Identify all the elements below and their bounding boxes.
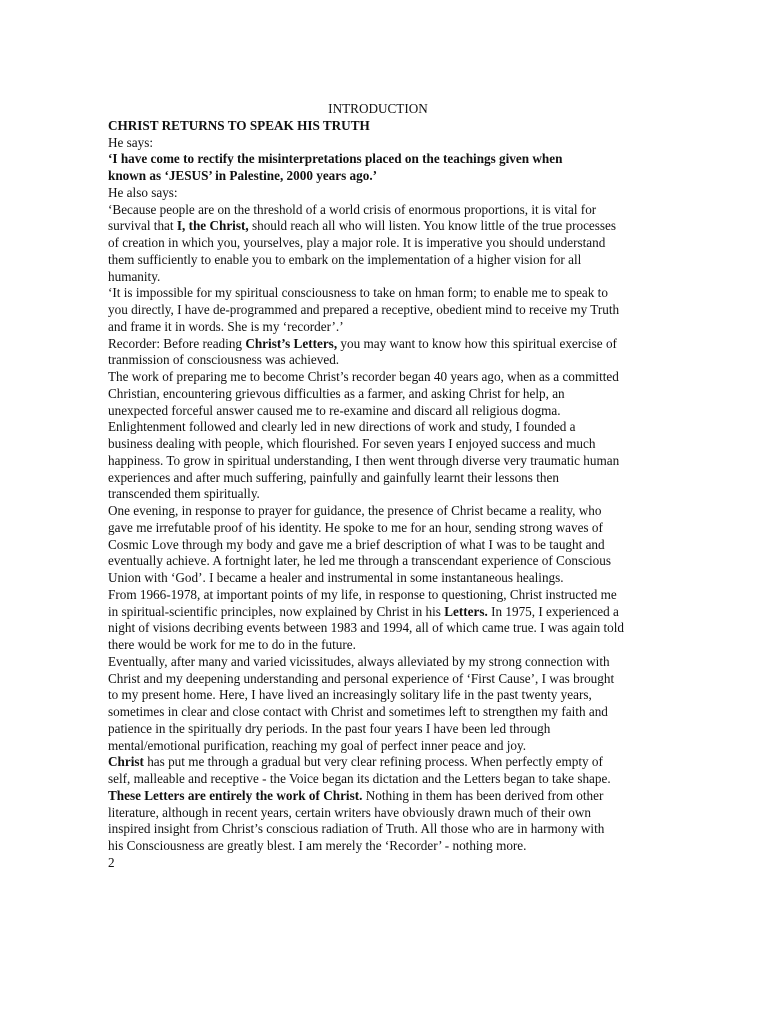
body-text-line: sometimes in clear and close contact with Christ and sometimes left to strengthen my faith and: [108, 704, 608, 719]
body-text-line: inspired insight from Christ’s conscious radiation of Truth. All those who are in harmony with: [108, 821, 605, 837]
page-number: 2: [108, 854, 115, 870]
body-text-line: ‘It is impossible for my spiritual consciousness to take on hman form; to enable me to speak to: [108, 285, 608, 301]
body-text-line: [108, 336, 648, 353]
text-run: should reach all who will listen. You know little of the true processes: [248, 218, 617, 234]
body-text-line: known as ‘JESUS’ in Palestine, 2000 years ago.’: [108, 168, 378, 183]
body-text-line: experiences and after much suffering, painfully and gainfully learnt their lessons then: [108, 469, 559, 485]
body-text-line: you directly, I have de-programmed and prepared a receptive, obedient mind to receive my Truth: [108, 302, 620, 317]
text-run: Recorder: Before reading: [108, 335, 246, 351]
body-text-line: tranmission of consciousness was achieved.: [108, 352, 340, 368]
bold-text-run: Christ: [108, 754, 144, 770]
body-text-line: to my present home. Here, I have lived an increasingly solitary life in the past twenty years,: [108, 687, 592, 703]
body-text-line: He says:: [108, 134, 154, 150]
body-text-line: Christian, encountering grievous difficulties as a farmer, and asking Christ for help, an: [108, 385, 565, 401]
body-text-line: night of visions decribing events between 1983 and 1994, all of which came true. I was again told: [108, 620, 625, 636]
body-text-line: there would be work for me to do in the future.: [108, 637, 356, 652]
body-text-line: of creation in which you, yourselves, play a major role. It is imperative you should understand: [108, 235, 606, 250]
body-text-line: [108, 218, 648, 235]
body-text-line: Eventually, after many and varied vicissitudes, always alleviated by my strong connection with: [108, 653, 610, 669]
body-text-line: He also says:: [108, 184, 178, 200]
body-text-line: gave me irrefutable proof of his identity. He spoke to me for an hour, sending strong waves of: [108, 519, 603, 535]
body-text-line: The work of preparing me to become Christ’s recorder began 40 years ago, when as a committed: [108, 369, 619, 384]
text-run: survival that: [108, 218, 177, 234]
body-text-line: Union with ‘God’. I became a healer and instrumental in some instantaneous healings.: [108, 570, 564, 585]
body-text-line: From 1966-1978, at important points of my life, in response to questioning, Christ instructed me: [108, 586, 617, 602]
body-text-line: eventually achieve. A fortnight later, he led me through a transcendant experience of Conscious: [108, 553, 611, 569]
body-text-line: Christ and my deepening understanding and personal experience of ‘First Cause’, I was brought: [108, 670, 615, 686]
body-text-line: literature, although in recent years, certain writers have obviously drawn much of their own: [108, 804, 592, 820]
bold-text-run: Letters.: [444, 603, 488, 619]
body-text-line: humanity.: [108, 268, 161, 284]
body-text-line: business dealing with people, which flourished. For seven years I enjoyed success and much: [108, 436, 596, 451]
body-text-line: happiness. To grow in spiritual understanding, I then went through diverse very traumatic human: [108, 452, 620, 468]
body-text-line: Enlightenment followed and clearly led in new directions of work and study, I founded a: [108, 419, 576, 435]
text-run: has put me through a gradual but very clear refining process. When perfectly empty of: [143, 754, 603, 770]
body-text-line: [108, 604, 648, 621]
body-text-line: them sufficiently to enable you to embark on the implementation of a higher vision for all: [108, 251, 582, 267]
text-run: you may want to know how this spiritual exercise of: [337, 335, 617, 351]
body-text-line: transcended them spiritually.: [108, 486, 260, 502]
text-run: in spiritual-scientific principles, now explained by Christ in his: [108, 603, 445, 619]
document-page: [108, 101, 648, 872]
body-text-line: ‘I have come to rectify the misinterpretations placed on the teachings given when: [108, 151, 563, 167]
body-text-line: ‘Because people are on the threshold of a world crisis of enormous proportions, it is vital for: [108, 201, 597, 217]
body-text-line: patience in the spiritually dry periods. In the past four years I have been led through: [108, 720, 551, 736]
body-text-line: mental/emotional purification, reaching my goal of perfect inner peace and joy.: [108, 737, 527, 753]
text-run: Nothing in them has been derived from other: [362, 787, 604, 803]
bold-text-run: These Letters are entirely the work of Christ.: [108, 787, 363, 803]
bold-text-run: Christ’s Letters,: [245, 335, 338, 351]
page-title: INTRODUCTION: [328, 101, 428, 116]
bold-text-run: I, the Christ,: [176, 218, 249, 234]
body-text-line: unexpected forceful answer caused me to re-examine and discard all religious dogma.: [108, 402, 561, 418]
body-text-line: and frame it in words. She is my ‘recorder’.’: [108, 318, 344, 334]
section-heading: CHRIST RETURNS TO SPEAK HIS TRUTH: [108, 117, 370, 133]
body-text-line: [108, 788, 648, 805]
text-run: In 1975, I experienced a: [487, 603, 619, 619]
body-text-line: One evening, in response to prayer for guidance, the presence of Christ became a reality, who: [108, 503, 602, 518]
body-text-line: [108, 754, 648, 771]
body-text-line: self, malleable and receptive - the Voice began its dictation and the Letters began to take shape.: [108, 771, 611, 786]
body-text-line: his Consciousness are greatly blest. I am merely the ‘Recorder’ - nothing more.: [108, 838, 527, 853]
body-text-line: Cosmic Love through my body and gave me a brief description of what I was to be taught and: [108, 536, 605, 552]
